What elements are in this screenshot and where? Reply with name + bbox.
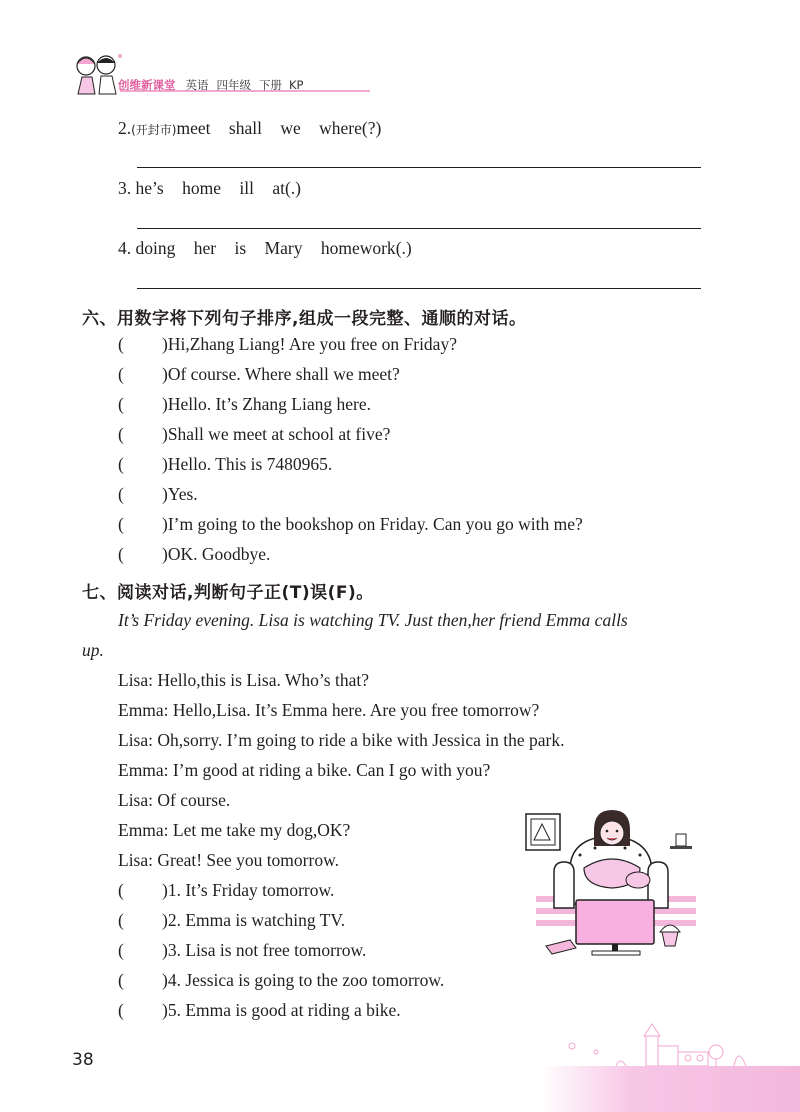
header-subject: 英语 bbox=[185, 78, 209, 92]
dialogue-line: Lisa: Oh,sorry. I’m going to ride a bike with Jessica in the park. bbox=[118, 730, 565, 750]
header-text bbox=[118, 76, 303, 94]
list-item-text: )Hello. It’s Zhang Liang here. bbox=[162, 394, 371, 414]
answer-blank-open[interactable]: ( bbox=[118, 334, 124, 354]
answer-blank-open[interactable]: ( bbox=[118, 424, 124, 444]
section7-title: 七、阅读对话,判断句子正(T)误(F)。 bbox=[82, 583, 374, 603]
answer-blank-open[interactable]: ( bbox=[118, 880, 124, 900]
statement-text: )1. It’s Friday tomorrow. bbox=[162, 880, 335, 900]
brand-name: 创维新课堂 bbox=[118, 78, 176, 92]
answer-blank-open[interactable]: ( bbox=[118, 940, 124, 960]
list-item-text: )Of course. Where shall we meet? bbox=[162, 364, 400, 384]
answer-blank-open[interactable]: ( bbox=[118, 1000, 124, 1020]
list-item-text: )Hello. This is 7480965. bbox=[162, 454, 333, 474]
girl-watching-tv-illustration bbox=[520, 800, 700, 965]
dialogue-line: Lisa: Of course. bbox=[118, 790, 231, 810]
answer-blank-open[interactable]: ( bbox=[118, 514, 124, 534]
list-item bbox=[118, 334, 124, 355]
dialogue-line: Emma: Let me take my dog,OK? bbox=[118, 820, 351, 840]
list-item bbox=[118, 970, 124, 991]
list-item bbox=[118, 424, 124, 445]
list-item bbox=[118, 880, 124, 901]
header-grade: 四年级 bbox=[216, 78, 251, 92]
answer-blank-open[interactable]: ( bbox=[118, 394, 124, 414]
header-edition: KP bbox=[289, 78, 304, 92]
header-volume: 下册 bbox=[259, 78, 282, 92]
list-item-text: )OK. Goodbye. bbox=[162, 544, 271, 564]
answer-blank-open[interactable]: ( bbox=[118, 910, 124, 930]
answer-blank-open[interactable]: ( bbox=[118, 544, 124, 564]
section6-title: 六、用数字将下列句子排序,组成一段完整、通顺的对话。 bbox=[82, 309, 527, 329]
list-item bbox=[118, 910, 124, 931]
list-item bbox=[118, 364, 124, 385]
answer-blank-open[interactable]: ( bbox=[118, 484, 124, 504]
source-note: (开封市) bbox=[131, 123, 177, 137]
list-item bbox=[118, 394, 124, 415]
statement-text: )5. Emma is good at riding a bike. bbox=[162, 1000, 401, 1020]
intro-line-2: up. bbox=[82, 640, 104, 660]
answer-blank-open[interactable]: ( bbox=[118, 970, 124, 990]
dialogue-line: Lisa: Great! See you tomorrow. bbox=[118, 850, 339, 870]
dialogue-line: Lisa: Hello,this is Lisa. Who’s that? bbox=[118, 670, 369, 690]
list-item bbox=[118, 484, 124, 505]
list-item bbox=[118, 940, 124, 961]
list-item bbox=[118, 544, 124, 565]
list-item-text: )I’m going to the bookshop on Friday. Can you go with me? bbox=[162, 514, 583, 534]
list-item-text: )Yes. bbox=[162, 484, 198, 504]
list-item bbox=[118, 514, 124, 535]
castle-decoration-icon bbox=[560, 1022, 780, 1072]
reorder-item-4: 4. doing her is Mary homework(.) bbox=[118, 238, 412, 258]
page-number: 38 bbox=[72, 1050, 94, 1070]
reorder-item-2: 2.(开封市)meet shall we where(?) bbox=[118, 118, 382, 138]
statement-text: )3. Lisa is not free tomorrow. bbox=[162, 940, 367, 960]
reorder-item-3: 3. he’s home ill at(.) bbox=[118, 178, 301, 198]
answer-blank-open[interactable]: ( bbox=[118, 454, 124, 474]
answer-blank-open[interactable]: ( bbox=[118, 364, 124, 384]
list-item-text: )Hi,Zhang Liang! Are you free on Friday? bbox=[162, 334, 457, 354]
answer-line-2[interactable] bbox=[137, 167, 701, 168]
header bbox=[70, 50, 340, 100]
list-item bbox=[118, 1000, 124, 1021]
list-item-text: )Shall we meet at school at five? bbox=[162, 424, 391, 444]
list-item bbox=[118, 454, 124, 475]
dialogue-line: Emma: Hello,Lisa. It’s Emma here. Are you free tomorrow? bbox=[118, 700, 540, 720]
answer-line-4[interactable] bbox=[137, 288, 701, 289]
dialogue-line: Emma: I’m good at riding a bike. Can I go with you? bbox=[118, 760, 491, 780]
statement-text: )2. Emma is watching TV. bbox=[162, 910, 346, 930]
footer-band bbox=[540, 1066, 800, 1112]
answer-line-3[interactable] bbox=[137, 228, 701, 229]
intro-line-1: It’s Friday evening. Lisa is watching TV. Just then,her friend Emma calls bbox=[118, 610, 628, 630]
statement-text: )4. Jessica is going to the zoo tomorrow. bbox=[162, 970, 445, 990]
